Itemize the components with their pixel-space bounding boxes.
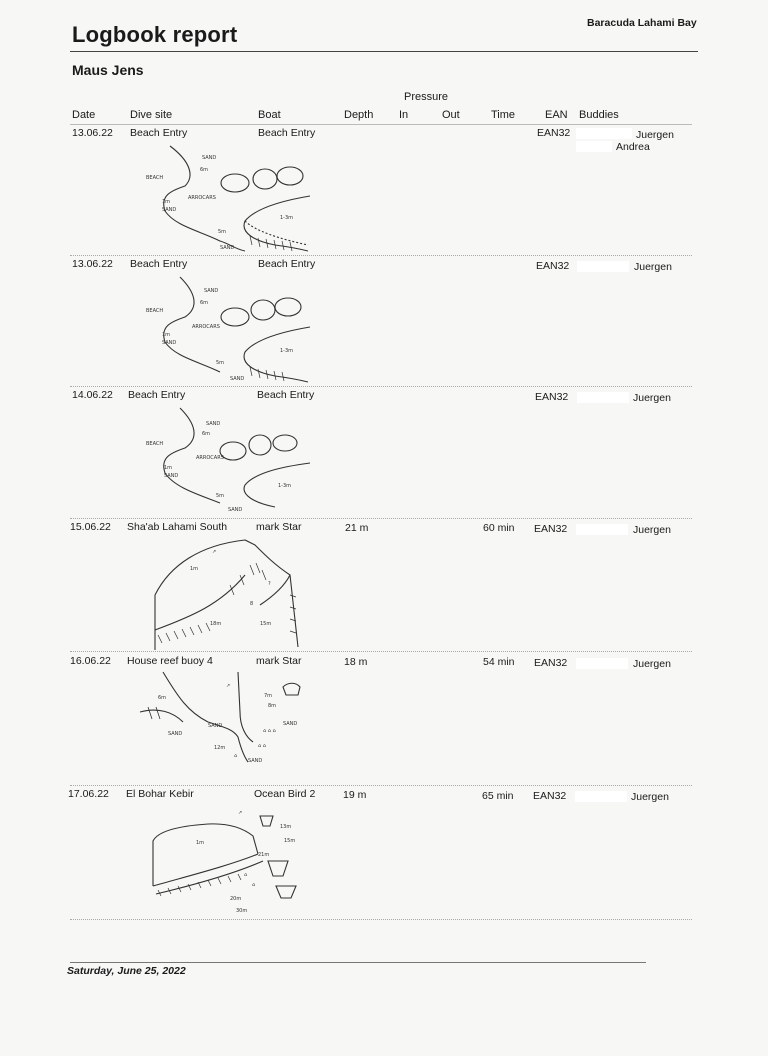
svg-text:13m: 13m [280, 824, 292, 830]
dive-boat: mark Star [256, 655, 302, 667]
redaction-box [577, 392, 629, 403]
dive-boat: Beach Entry [258, 258, 316, 270]
dive-ean: EAN32 [534, 657, 568, 669]
svg-text:1m: 1m [164, 465, 173, 471]
redaction-box [576, 658, 628, 669]
svg-text:SAND: SAND [220, 245, 235, 251]
dive-center-name: Baracuda Lahami Bay [587, 17, 697, 29]
svg-text:↗: ↗ [238, 810, 243, 816]
svg-text:1m: 1m [162, 332, 171, 338]
svg-text:15m: 15m [284, 838, 296, 844]
svg-text:1-3m: 1-3m [280, 348, 294, 354]
svg-text:20m: 20m [230, 896, 242, 902]
svg-text:21m: 21m [258, 852, 270, 858]
svg-text:ARROCARS: ARROCARS [196, 455, 224, 461]
svg-text:1m: 1m [162, 199, 171, 205]
dive-buddy: Andrea [616, 141, 650, 153]
ean-header: EAN [545, 109, 568, 121]
svg-text:BEACH: BEACH [146, 441, 164, 447]
svg-text:18m: 18m [210, 621, 222, 627]
column-header-divider [70, 124, 692, 125]
redaction-box [577, 261, 629, 272]
svg-text:↗: ↗ [226, 683, 231, 689]
svg-text:ARROCARS: ARROCARS [192, 324, 220, 330]
dive-boat: Beach Entry [257, 389, 315, 401]
svg-text:1m: 1m [196, 840, 205, 846]
svg-text:SAND: SAND [162, 207, 177, 213]
dive-ean: EAN32 [537, 127, 571, 139]
dive-date: 13.06.22 [72, 127, 113, 139]
svg-text:ARROCARS: ARROCARS [188, 195, 216, 201]
dive-site: Sha'ab Lahami South [127, 521, 228, 533]
dive-date: 17.06.22 [68, 788, 109, 800]
dive-site-map-sketch [150, 535, 305, 653]
svg-text:SAND: SAND [283, 721, 298, 727]
dive-buddy: Juergen [634, 261, 672, 273]
dive-site: House reef buoy 4 [127, 655, 213, 667]
svg-text:6m: 6m [158, 695, 167, 701]
pressure-out-header: Out [442, 109, 460, 121]
dive-site: El Bohar Kebir [126, 788, 194, 800]
time-header: Time [491, 109, 516, 121]
svg-text:SAND: SAND [248, 758, 263, 764]
dive-site-header: Dive site [130, 109, 173, 121]
redaction-box [576, 524, 628, 535]
dive-time: 54 min [483, 656, 515, 668]
depth-header: Depth [344, 109, 374, 121]
dive-time: 60 min [483, 522, 515, 534]
dive-buddy: Juergen [633, 658, 671, 670]
row-divider [70, 386, 692, 387]
svg-text:15m: 15m [260, 621, 272, 627]
redaction-box [575, 791, 627, 802]
dive-site-map-sketch [140, 403, 315, 518]
svg-text:8: 8 [250, 601, 254, 607]
svg-text:5m: 5m [216, 493, 225, 499]
dive-buddy: Juergen [633, 392, 671, 404]
dive-date: 16.06.22 [70, 655, 111, 667]
dive-boat: mark Star [256, 521, 302, 533]
svg-text:SAND: SAND [206, 421, 221, 427]
dive-site-map-sketch [140, 141, 315, 256]
dive-depth: 21 m [345, 522, 369, 534]
svg-text:1m: 1m [190, 566, 199, 572]
svg-text:SAND: SAND [168, 731, 183, 737]
row-divider [70, 518, 692, 519]
svg-text:7m: 7m [264, 693, 273, 699]
svg-text:↗: ↗ [212, 549, 217, 555]
dive-site: Beach Entry [128, 389, 186, 401]
svg-text:BEACH: BEACH [146, 308, 164, 314]
svg-text:⌂: ⌂ [252, 882, 256, 888]
buddies-header: Buddies [579, 109, 619, 121]
dive-buddy: Juergen [633, 524, 671, 536]
svg-text:SAND: SAND [164, 473, 179, 479]
pressure-header: Pressure [404, 91, 449, 103]
svg-text:1-3m: 1-3m [280, 215, 294, 221]
svg-text:?: ? [268, 581, 271, 587]
svg-text:6m: 6m [200, 300, 209, 306]
dive-site-map-sketch [140, 272, 315, 387]
dive-ean: EAN32 [535, 391, 569, 403]
dive-boat: Beach Entry [258, 127, 316, 139]
report-date: Saturday, June 25, 2022 [67, 965, 186, 977]
dive-boat: Ocean Bird 2 [254, 788, 316, 800]
svg-text:SAND: SAND [204, 288, 219, 294]
svg-text:⌂: ⌂ [234, 753, 238, 759]
dive-site: Beach Entry [130, 127, 188, 139]
svg-text:6m: 6m [200, 167, 209, 173]
boat-header: Boat [258, 109, 281, 121]
svg-text:1-3m: 1-3m [278, 483, 292, 489]
dive-site-map-sketch [148, 806, 308, 916]
svg-text:SAND: SAND [202, 155, 217, 161]
svg-text:SAND: SAND [230, 376, 245, 382]
svg-text:5m: 5m [216, 360, 225, 366]
svg-text:⌂: ⌂ [244, 872, 248, 878]
row-divider [70, 255, 692, 256]
date-header: Date [72, 109, 96, 121]
svg-text:⌂ ⌂ ⌂: ⌂ ⌂ ⌂ [263, 728, 276, 734]
pressure-in-header: In [399, 109, 409, 121]
svg-text:8m: 8m [268, 703, 277, 709]
dive-buddy: Juergen [636, 129, 674, 141]
svg-text:12m: 12m [214, 745, 226, 751]
row-divider [70, 919, 692, 920]
svg-text:30m: 30m [236, 908, 248, 914]
svg-text:SAND: SAND [228, 507, 243, 513]
redaction-box [576, 128, 632, 139]
dive-site-map-sketch [138, 667, 313, 772]
svg-text:SAND: SAND [208, 723, 223, 729]
footer-divider [70, 962, 646, 963]
dive-date: 15.06.22 [70, 521, 111, 533]
dive-depth: 19 m [343, 789, 367, 801]
dive-ean: EAN32 [536, 260, 570, 272]
svg-text:⌂ ⌂: ⌂ ⌂ [258, 743, 266, 749]
diver-name: Maus Jens [72, 62, 144, 78]
header-divider [70, 51, 698, 52]
dive-date: 13.06.22 [72, 258, 113, 270]
redaction-box [576, 141, 612, 152]
svg-text:6m: 6m [202, 431, 211, 437]
row-divider [70, 651, 692, 652]
dive-site: Beach Entry [130, 258, 188, 270]
svg-text:5m: 5m [218, 229, 227, 235]
svg-text:BEACH: BEACH [146, 175, 164, 181]
dive-depth: 18 m [344, 656, 368, 668]
dive-buddy: Juergen [631, 791, 669, 803]
svg-text:SAND: SAND [162, 340, 177, 346]
dive-ean: EAN32 [534, 523, 568, 535]
page-title: Logbook report [72, 22, 238, 47]
row-divider [70, 785, 692, 786]
dive-ean: EAN32 [533, 790, 567, 802]
dive-date: 14.06.22 [72, 389, 113, 401]
dive-time: 65 min [482, 790, 514, 802]
